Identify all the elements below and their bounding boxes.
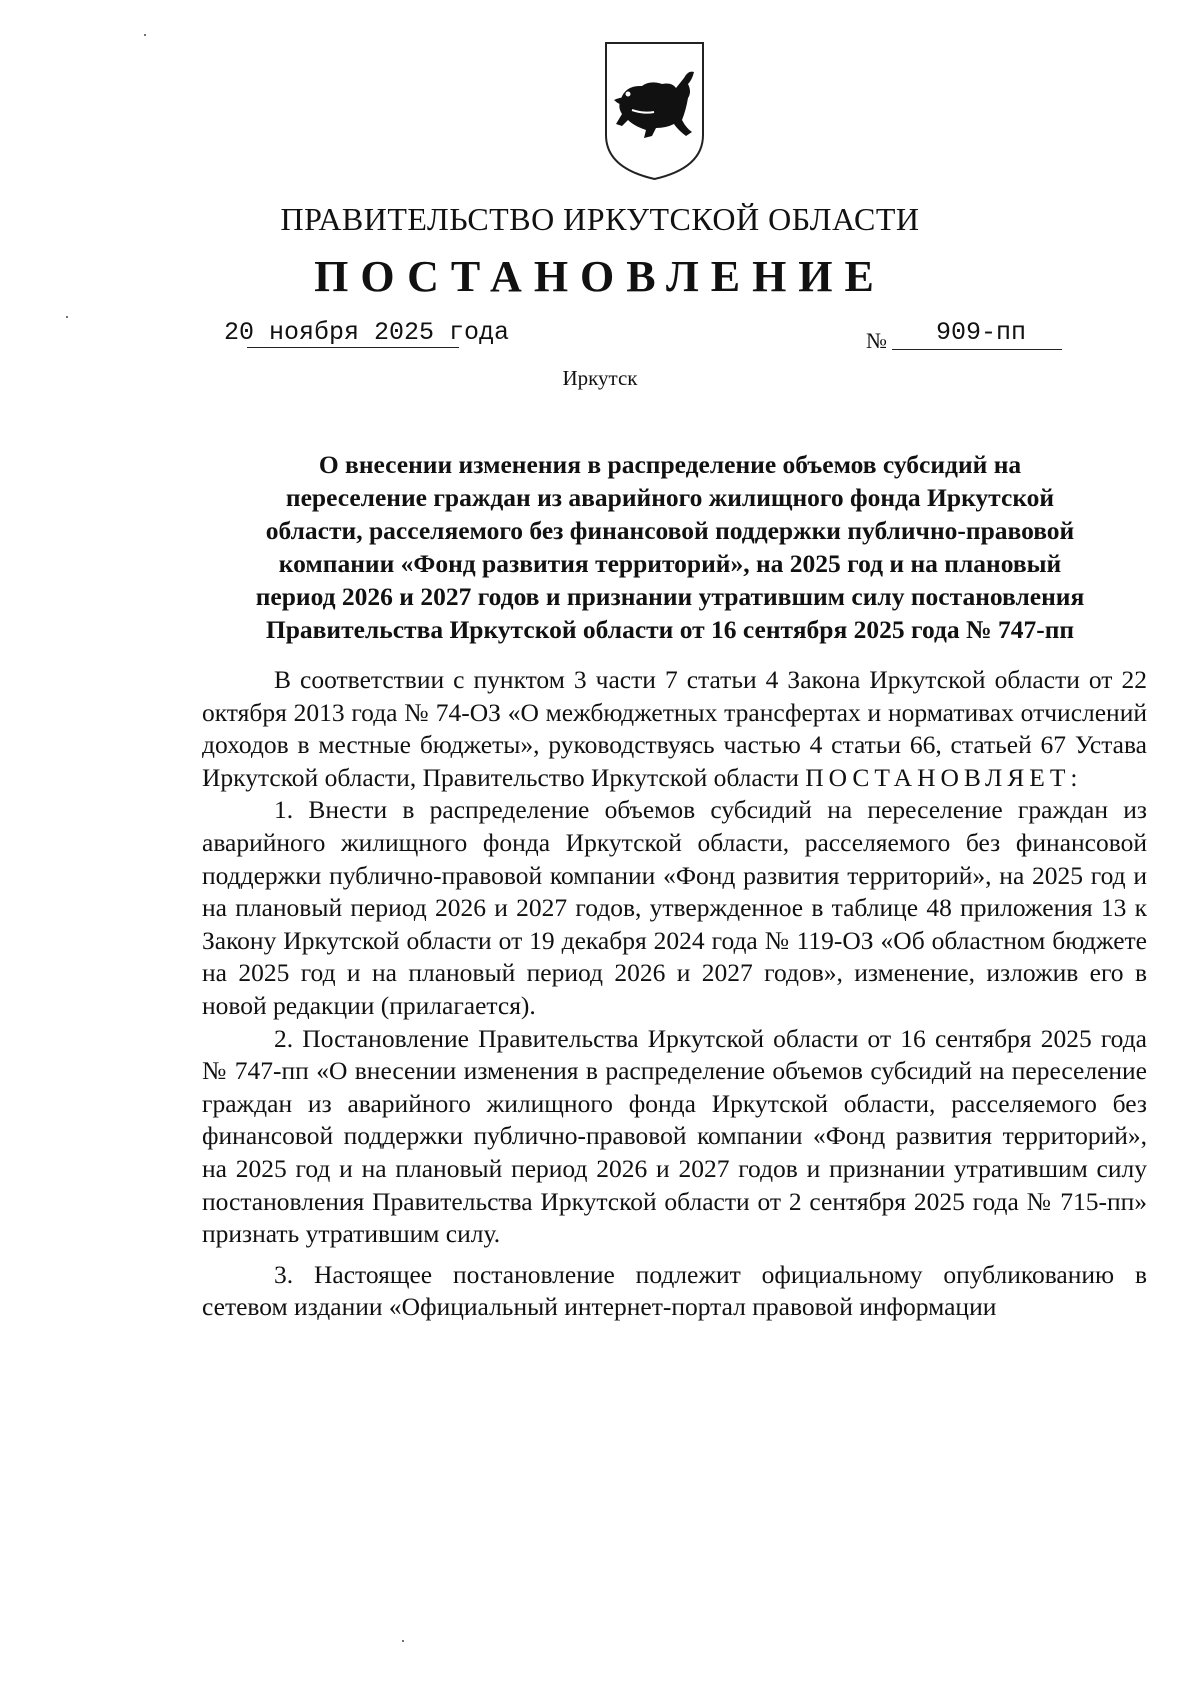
coat-of-arms-icon xyxy=(602,40,707,182)
document-number: 909-пп xyxy=(936,318,1027,347)
title-line: компании «Фонд развития территорий», на 2025 год и на плановый xyxy=(278,549,1062,578)
document-body xyxy=(202,664,1147,1324)
item-1-paragraph: 1. Внести в распределение объемов субсидий на переселение граждан из аварийного жилищного фонда Иркутской области, расселяемого без финансовой поддержки публично-правовой компании «Фонд развития территорий», на 2025 год и на плановый период 2026 и 2027 годов, утвержденное в таблице 48 приложения 13 к Закону Иркутской области от 19 декабря 2024 года № 119-ОЗ «Об областном бюджете на 2025 год и на плановый период 2026 и 2027 годов», изменение, изложив его в новой редакции (прилагается). xyxy=(202,795,1147,1020)
scan-speck xyxy=(144,34,146,36)
title-line: Правительства Иркутской области от 16 сентября 2025 года № 747-пп xyxy=(265,615,1075,644)
date-underline xyxy=(247,347,459,348)
title-line: области, расселяемого без финансовой поддержки публично-правовой xyxy=(265,516,1075,545)
city: Иркутск xyxy=(562,366,638,390)
title-line: переселение граждан из аварийного жилищного фонда Иркутской xyxy=(285,483,1055,512)
item-2-paragraph: 2. Постановление Правительства Иркутской области от 16 сентября 2025 года № 747-пп «О внесении изменения в распределение объемов субсидий на переселение граждан из аварийного жилищного фонда Иркутской области, расселяемого без финансовой поддержки публично-правовой компании «Фонд развития территорий», на 2025 год и на плановый период 2026 и 2027 годов и признании утратившим силу постановления Правительства Иркутской области от 2 сентября 2025 года № 715-пп» признать утратившим силу. xyxy=(202,1023,1147,1249)
organization-name: ПРАВИТЕЛЬСТВО ИРКУТСКОЙ ОБЛАСТИ xyxy=(280,201,920,237)
decree-word: ПОСТАНОВЛЯЕТ: xyxy=(805,762,1083,792)
title-line: О внесении изменения в распределение объемов субсидий на xyxy=(318,450,1022,479)
scan-speck xyxy=(402,1640,404,1642)
scan-speck xyxy=(66,316,68,318)
item-3-paragraph: 3. Настоящее постановление подлежит официальному опубликованию в сетевом издании «Официальный интернет-портал правовой информации xyxy=(202,1259,1147,1322)
preamble-text: В соответствии с пунктом 3 части 7 статьи 4 Закона Иркутской области от 22 октября 2013 года № 74-ОЗ «О межбюджетных трансфертах и нормативах отчислений доходов в местные бюджеты», руководствуясь частью 4 статьи 66, статьей 67 Устава Иркутской области, Правительство Иркутской области xyxy=(202,665,1147,792)
document-type: ПОСТАНОВЛЕНИЕ xyxy=(314,252,886,301)
number-underline xyxy=(892,349,1062,350)
document-date: 20 ноября 2025 года xyxy=(224,318,510,347)
preamble-paragraph xyxy=(202,664,1147,794)
title-line: период 2026 и 2027 годов и признании утратившим силу постановления xyxy=(255,582,1085,611)
number-sign: № xyxy=(866,328,887,353)
document-title xyxy=(200,448,1140,646)
